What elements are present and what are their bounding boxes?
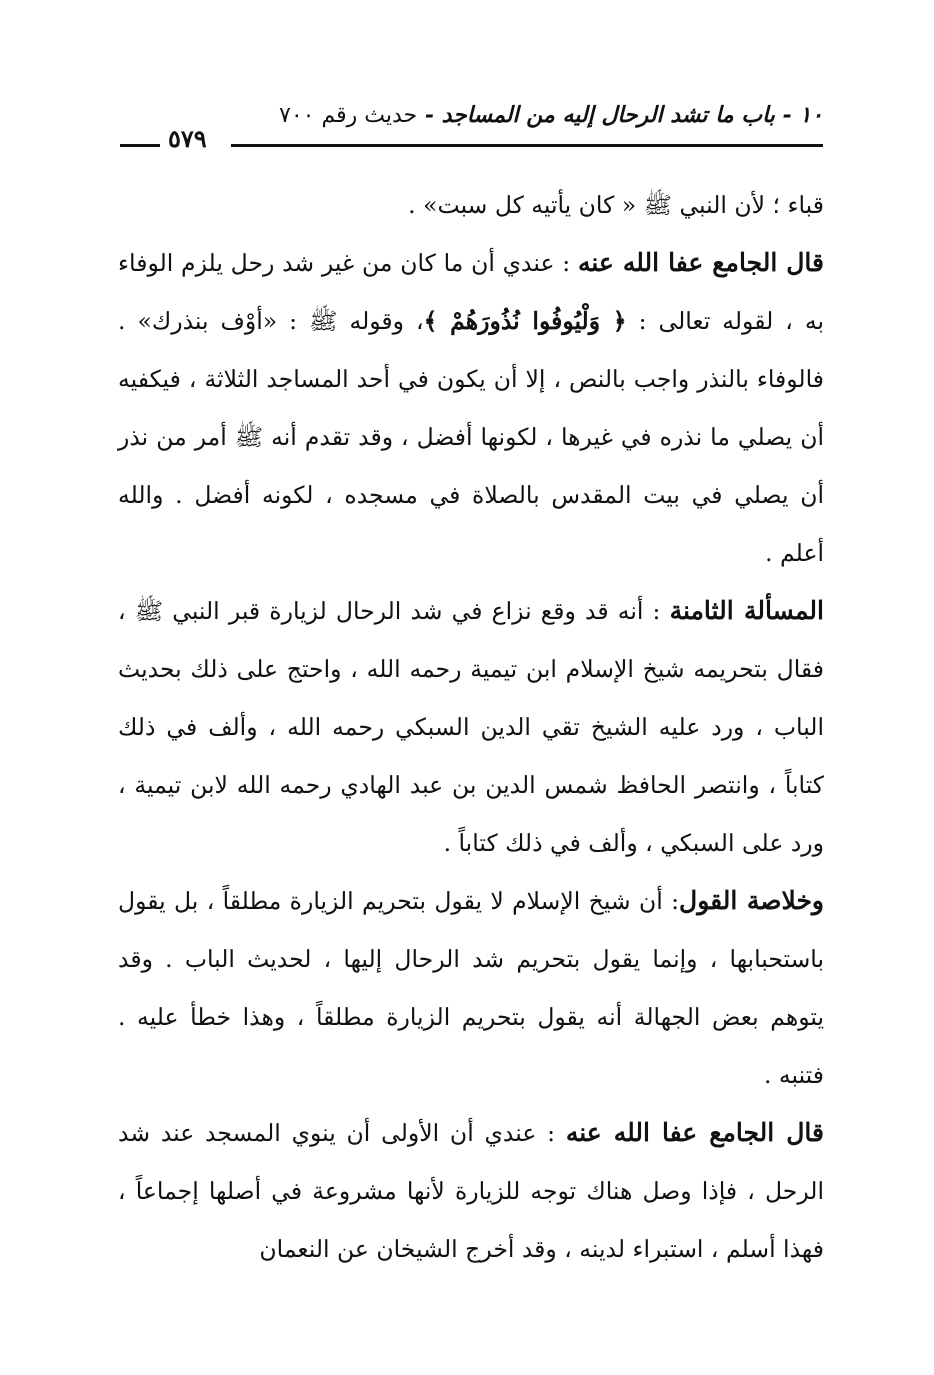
paragraph-1-text: قباء ؛ لأن النبي ﷺ « كان يأتيه كل سبت» . — [408, 191, 824, 219]
hadith-number: حديث رقم ٧٠٠ — [279, 103, 418, 128]
paragraph-5-lead: قال الجامع عفا الله عنه — [565, 1118, 824, 1147]
paragraph-2-text-b: ، وقوله ﷺ : «أوْف بنذرك» . فالوفاء بالنذر واجب بالنص ، إلا أن يكون في أحد المساجد الثلاثة ، فيكفيه أن يصلي ما نذره في غيرها ، لكونها أفضل ، وقد تقدم أنه ﷺ أمر من نذر أن يصلي في بيت المقدس بالصلاة في مسجده ، لكونه أفضل . والله أعلم . — [118, 307, 824, 567]
paragraph-3 — [118, 582, 824, 872]
paragraph-3-lead: المسألة الثامنة — [669, 596, 824, 625]
paragraph-2 — [118, 234, 824, 582]
paragraph-2-lead: قال الجامع عفا الله عنه — [577, 248, 825, 277]
paragraph-3-text: : أنه قد وقع نزاع في شد الرحال لزيارة قبر النبي ﷺ ، فقال بتحريمه شيخ الإسلام ابن تيمية رحمه الله ، واحتج على ذلك بحديث الباب ، ورد عليه الشيخ تقي الدين السبكي رحمه الله ، وألف في ذلك كتاباً ، وانتصر الحافظ شمس الدين بن عبد الهادي رحمه الله لابن تيمية ، ورد على السبكي ، وألف في ذلك كتاباً . — [118, 597, 824, 857]
paragraph-4-text: : أن شيخ الإسلام لا يقول بتحريم الزيارة مطلقاً ، بل يقول باستحبابها ، وإنما يقول بتحريم شد الرحال إليها ، لحديث الباب . وقد يتوهم بعض الجهالة أنه يقول بتحريم الزيارة مطلقاً ، وهذا خطأ عليه . فتنبه . — [118, 887, 824, 1089]
page-body — [118, 176, 824, 1278]
paragraph-5-text: : عندي أن الأولى أن ينوي المسجد عند شد الرحل ، فإذا وصل هناك توجه للزيارة لأنها مشروعة في أصلها إجماعاً ، فهذا أسلم ، استبراء لدينه ، وقد أخرج الشيخان عن النعمان — [118, 1119, 824, 1263]
paragraph-4 — [118, 872, 824, 1104]
paragraph-2-text-a: : عندي أن ما كان من غير شد رحل يلزم الوفاء به ، لقوله تعالى : — [118, 249, 824, 335]
page-number: ٥٧٩ — [168, 124, 207, 153]
paragraph-1 — [118, 176, 824, 234]
page-number-rule — [120, 144, 160, 147]
chapter-title: ١٠ - باب ما تشد الرحال إليه من المساجد — [441, 102, 823, 128]
header-rule — [231, 144, 823, 147]
header-separator: - — [417, 102, 442, 128]
paragraph-4-lead: وخلاصة القول — [679, 886, 824, 915]
running-header — [120, 102, 823, 153]
header-title — [279, 102, 823, 128]
quran-verse: ﴿ وَلْيُوفُوا نُذُورَهُمْ ﴾ — [423, 307, 627, 335]
paragraph-5 — [118, 1104, 824, 1278]
